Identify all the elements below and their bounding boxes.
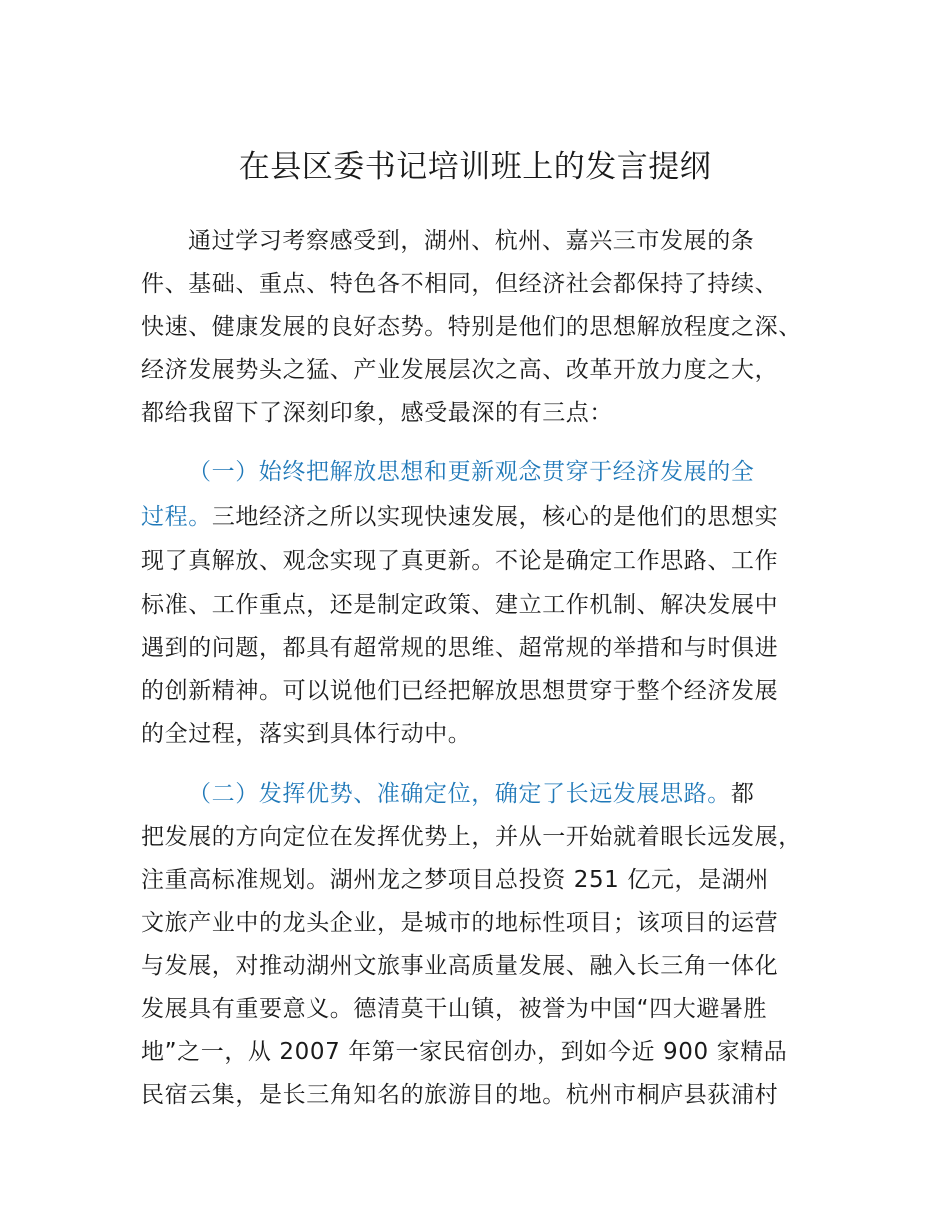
section2-line: 注重高标准规划。湖州龙之梦项目总投资 251 亿元，是湖州 (141, 867, 769, 893)
intro-line: 经济发展势头之猛、产业发展层次之高、改革开放力度之大， (141, 357, 779, 383)
section1-line: 的创新精神。可以说他们已经把解放思想贯穿于整个经济发展 (141, 678, 779, 704)
section2-text: 都 (730, 781, 755, 807)
section2-heading: （二）发挥优势、准确定位，确定了长远发展思路。 (188, 781, 731, 807)
intro-line: 通过学习考察感受到，湖州、杭州、嘉兴三市发展的条 (188, 228, 755, 254)
section1-line: 现了真解放、观念实现了真更新。不论是确定工作思路、工作 (141, 548, 779, 574)
section2-line: 与发展，对推动湖州文旅事业高质量发展、融入长三角一体化 (141, 953, 779, 979)
section2-line: 地”之一，从 2007 年第一家民宿创办，到如今近 900 家精品 (141, 1039, 788, 1065)
section1-line (141, 501, 778, 533)
intro-line: 快速、健康发展的良好态势。特别是他们的思想解放程度之深、 (141, 314, 802, 340)
section1-line: 的全过程，落实到具体行动中。 (141, 721, 472, 747)
section2-line: 把发展的方向定位在发挥优势上，并从一开始就着眼长远发展， (141, 824, 802, 850)
section1-text: 三地经济之所以实现快速发展，核心的是他们的思想实 (211, 504, 779, 530)
section2-line: 文旅产业中的龙头企业，是城市的地标性项目；该项目的运营 (141, 910, 779, 936)
page-title: 在县区委书记培训班上的发言提纲 (238, 149, 712, 185)
intro-line: 件、基础、重点、特色各不相同，但经济社会都保持了持续、 (141, 271, 779, 297)
intro-line: 都给我留下了深刻印象，感受最深的有三点： (141, 400, 613, 426)
section1-line: 遇到的问题，都具有超常规的思维、超常规的举措和与时俱进 (141, 635, 779, 661)
section2-line: 发展具有重要意义。德清莫干山镇，被誉为中国“四大避暑胜 (141, 996, 768, 1022)
section2-first-line (188, 778, 754, 810)
section1-line: 标准、工作重点，还是制定政策、建立工作机制、解决发展中 (141, 592, 779, 618)
section1-heading-continuation: 过程。 (141, 504, 212, 530)
section2-line: 民宿云集，是长三角知名的旅游目的地。杭州市桐庐县荻浦村 (141, 1082, 779, 1108)
section1-heading: （一）始终把解放思想和更新观念贯穿于经济发展的全 (188, 459, 755, 485)
